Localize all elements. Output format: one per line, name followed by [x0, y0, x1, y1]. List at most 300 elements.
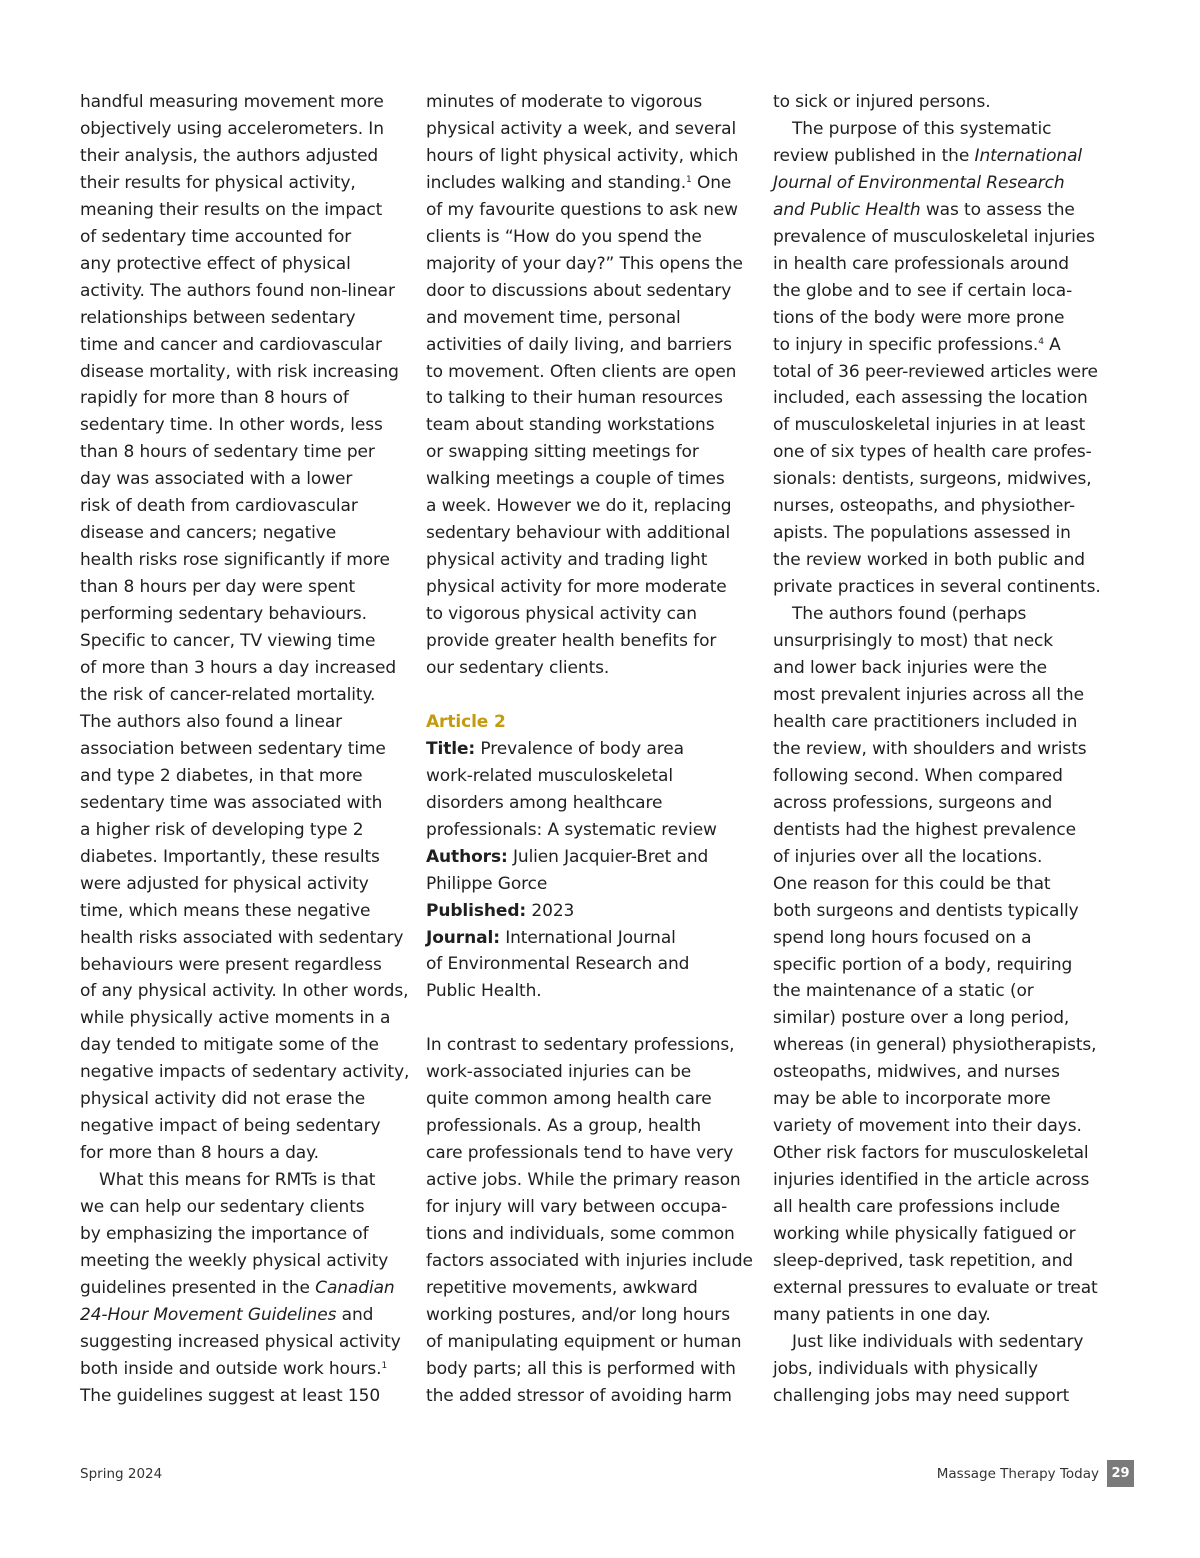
text-line: [426, 547, 756, 574]
text-line: [773, 439, 1103, 466]
text: apists. The populations assessed in: [773, 523, 1071, 544]
text-line: [426, 1086, 756, 1113]
text-line: [773, 628, 1103, 655]
text: total of 36 peer-reviewed articles were: [773, 361, 1098, 382]
text: activities of daily living, and barriers: [426, 334, 732, 355]
text: health risks rose significantly if more: [80, 550, 390, 571]
text: by emphasizing the importance of: [80, 1224, 369, 1245]
text: to injury in specific professions.: [773, 334, 1039, 355]
text-line: [80, 978, 410, 1005]
text: team about standing workstations: [426, 415, 715, 436]
reference-superscript: 1: [686, 174, 692, 185]
text-line: [80, 89, 410, 116]
text: osteopaths, midwives, and nurses: [773, 1062, 1060, 1083]
text-line: [773, 359, 1103, 386]
text: The authors also found a linear: [80, 711, 343, 732]
text-line: [426, 1302, 756, 1329]
text-line: [80, 251, 410, 278]
text-line: [773, 952, 1103, 979]
text: physical activity did not erase the: [80, 1089, 366, 1110]
text-line: [426, 1356, 756, 1383]
text: health care practitioners included in: [773, 711, 1078, 732]
text-line: [80, 1032, 410, 1059]
text: following second. When compared: [773, 765, 1063, 786]
text-line: [426, 197, 756, 224]
text: working postures, and/or long hours: [426, 1304, 730, 1325]
text-line: [80, 305, 410, 332]
text-line: [426, 1221, 756, 1248]
text-line: [773, 89, 1103, 116]
text: or swapping sitting meetings for: [426, 442, 699, 463]
text-line: [80, 736, 410, 763]
text-line: [80, 817, 410, 844]
text: included, each assessing the location: [773, 388, 1088, 409]
text-line: [773, 143, 1103, 170]
text: than 8 hours per day were spent: [80, 577, 356, 598]
text: of more than 3 hours a day increased: [80, 658, 397, 679]
field-label: Published:: [426, 900, 527, 921]
text-line: [426, 790, 756, 817]
text: diabetes. Importantly, these results: [80, 846, 380, 867]
text: tions and individuals, some common: [426, 1224, 735, 1244]
text-line: [426, 951, 756, 978]
text: negative impact of being sedentary: [80, 1116, 381, 1137]
text-line: [773, 871, 1103, 898]
text: review published in the: [773, 145, 975, 166]
text: to vigorous physical activity can: [426, 604, 697, 625]
text: whereas (in general) physiotherapists,: [773, 1035, 1097, 1056]
text: while physically active moments in a: [80, 1008, 391, 1029]
text: and: [336, 1304, 374, 1325]
text-line: [426, 601, 756, 628]
text-line: [80, 1383, 410, 1410]
italic-text: International: [974, 145, 1083, 166]
text: the review worked in both public and: [773, 550, 1085, 571]
text: most prevalent injuries across all the: [773, 684, 1084, 705]
text-line: [426, 224, 756, 251]
text: One: [691, 172, 732, 193]
text-line: [426, 439, 756, 466]
text-line: [80, 790, 410, 817]
text-line: [80, 332, 410, 359]
text: tions of the body were more prone: [773, 307, 1065, 328]
text-line: [773, 1302, 1103, 1329]
text-line: [426, 359, 756, 386]
text: their analysis, the authors adjusted: [80, 145, 379, 166]
italic-text: Canadian: [315, 1277, 395, 1298]
text-line: [773, 1032, 1103, 1059]
text-line: [80, 466, 410, 493]
text-line: [773, 116, 1103, 143]
text: the review, with shoulders and wrists: [773, 738, 1087, 759]
text: in health care professionals around: [773, 253, 1069, 274]
text: One reason for this could be that: [773, 873, 1051, 894]
text-line: [80, 952, 410, 979]
text: jobs, individuals with physically: [773, 1358, 1038, 1379]
text-line: [773, 844, 1103, 871]
text-line: [80, 1140, 410, 1167]
article-heading-text: Article 2: [426, 711, 506, 732]
text: meaning their results on the impact: [80, 199, 383, 220]
page-number: 29: [1107, 1460, 1134, 1487]
text-line: [80, 224, 410, 251]
text-line: [426, 844, 756, 871]
text-line: [773, 170, 1103, 197]
text-line: [426, 1248, 756, 1275]
text-line: [426, 1113, 756, 1140]
text: many patients in one day.: [773, 1304, 991, 1325]
text-line: [80, 385, 410, 412]
text: physical activity and trading light: [426, 550, 708, 571]
text-line: [773, 709, 1103, 736]
text-line: [426, 143, 756, 170]
text-line: [80, 197, 410, 224]
text-line: [426, 1383, 756, 1410]
text-line: [773, 1221, 1103, 1248]
text-line: [80, 1329, 410, 1356]
column-2: [426, 89, 756, 1410]
text: body parts; all this is performed with: [426, 1358, 736, 1379]
text: A: [1043, 334, 1061, 355]
text: 2023: [526, 900, 575, 921]
text-line: [773, 601, 1103, 628]
text: of any physical activity. In other words,: [80, 981, 409, 1002]
text: sedentary time was associated with: [80, 792, 383, 813]
text-line: [773, 278, 1103, 305]
text: provide greater health benefits for: [426, 631, 717, 652]
italic-text: Journal of Environmental Research: [773, 172, 1065, 193]
text-line: [426, 493, 756, 520]
text-line: [426, 736, 756, 763]
text: time and cancer and cardiovascular: [80, 334, 382, 355]
paragraph-spacer: [426, 1005, 756, 1032]
text-line: [80, 925, 410, 952]
text-line: [773, 1140, 1103, 1167]
text-line: [426, 385, 756, 412]
text: minutes of moderate to vigorous: [426, 92, 703, 112]
text: work-associated injuries can be: [426, 1062, 692, 1083]
text: may be able to incorporate more: [773, 1089, 1051, 1110]
text-line: [773, 493, 1103, 520]
text: private practices in several continents.: [773, 577, 1101, 598]
text: of Environmental Research and: [426, 954, 690, 975]
text: were adjusted for physical activity: [80, 873, 369, 894]
text: of sedentary time accounted for: [80, 226, 352, 247]
text-line: [80, 898, 410, 925]
text: sionals: dentists, surgeons, midwives,: [773, 469, 1092, 490]
text-line: [80, 601, 410, 628]
text-line: [426, 628, 756, 655]
text-line: [80, 1059, 410, 1086]
text-line: [773, 898, 1103, 925]
text: What this means for RMTs is that: [99, 1170, 376, 1191]
text: specific portion of a body, requiring: [773, 954, 1073, 975]
text-line: [426, 817, 756, 844]
text: activity. The authors found non-linear: [80, 280, 395, 301]
text-line: [80, 709, 410, 736]
text: working while physically fatigued or: [773, 1224, 1076, 1245]
text: active jobs. While the primary reason: [426, 1170, 741, 1191]
text: International Journal: [499, 927, 676, 948]
text-line: [426, 898, 756, 925]
text-line: [80, 763, 410, 790]
text: performing sedentary behaviours.: [80, 604, 367, 625]
text-line: [773, 736, 1103, 763]
text-line: [773, 412, 1103, 439]
text-line: [80, 547, 410, 574]
text: unsurprisingly to most) that neck: [773, 631, 1054, 652]
text-line: [426, 251, 756, 278]
text-line: [773, 1329, 1103, 1356]
text-line: [80, 412, 410, 439]
text-line: [773, 655, 1103, 682]
text: sedentary time. In other words, less: [80, 415, 383, 436]
text-line: [773, 817, 1103, 844]
text-line: [773, 978, 1103, 1005]
text: and movement time, personal: [426, 307, 681, 328]
text: our sedentary clients.: [426, 658, 610, 679]
text-line: [426, 116, 756, 143]
text-line: [426, 1275, 756, 1302]
text-line: [773, 224, 1103, 251]
text-line: [426, 871, 756, 898]
text: sedentary behaviour with additional: [426, 523, 731, 544]
text: Other risk factors for musculoskeletal: [773, 1143, 1089, 1164]
text: to movement. Often clients are open: [426, 361, 737, 382]
footer-issue: Spring 2024: [80, 1466, 163, 1482]
text: spend long hours focused on a: [773, 927, 1032, 948]
text: and lower back injuries were the: [773, 658, 1048, 679]
text: door to discussions about sedentary: [426, 280, 732, 301]
text-line: [773, 1356, 1103, 1383]
text-line: [80, 844, 410, 871]
text-line: [426, 278, 756, 305]
text: all health care professions include: [773, 1197, 1060, 1218]
text: day was associated with a lower: [80, 469, 353, 490]
text: one of six types of health care profes-: [773, 442, 1092, 463]
text: rapidly for more than 8 hours of: [80, 388, 349, 409]
field-label: Journal:: [426, 927, 500, 948]
text: The authors found (perhaps: [792, 604, 1027, 625]
column-3: [773, 89, 1103, 1410]
text: the added stressor of avoiding harm: [426, 1385, 732, 1406]
text: Prevalence of body area: [475, 738, 684, 759]
text: both surgeons and dentists typically: [773, 900, 1079, 921]
text: disease and cancers; negative: [80, 523, 337, 544]
text: includes walking and standing.: [426, 172, 687, 193]
text-line: [773, 251, 1103, 278]
text: variety of movement into their days.: [773, 1116, 1082, 1137]
text-line: [426, 1194, 756, 1221]
text-line: [426, 466, 756, 493]
text: Philippe Gorce: [426, 873, 548, 894]
text: sleep-deprived, task repetition, and: [773, 1250, 1073, 1271]
paragraph-spacer: [426, 682, 756, 709]
text-line: [773, 466, 1103, 493]
text-line: [426, 925, 756, 952]
text-line: [773, 1275, 1103, 1302]
text-line: [773, 385, 1103, 412]
text: Public Health.: [426, 981, 542, 1002]
text: care professionals tend to have very: [426, 1143, 734, 1164]
text: for injury will vary between occupa-: [426, 1197, 728, 1218]
text-line: [426, 763, 756, 790]
text: relationships between sedentary: [80, 307, 356, 328]
text: negative impacts of sedentary activity,: [80, 1062, 410, 1083]
text-line: [80, 1086, 410, 1113]
text: to sick or injured persons.: [773, 92, 991, 112]
text: their results for physical activity,: [80, 172, 356, 193]
text-line: [426, 978, 756, 1005]
text-line: [80, 143, 410, 170]
text: disease mortality, with risk increasing: [80, 361, 399, 382]
text-line: [773, 1005, 1103, 1032]
text: disorders among healthcare: [426, 792, 663, 813]
text: repetitive movements, awkward: [426, 1277, 698, 1298]
field-label: Authors:: [426, 846, 508, 867]
text: In contrast to sedentary professions,: [426, 1035, 735, 1056]
text: across professions, surgeons and: [773, 792, 1053, 813]
text-line: [80, 574, 410, 601]
text-line: [773, 574, 1103, 601]
text: handful measuring movement more: [80, 92, 384, 112]
text: factors associated with injuries include: [426, 1250, 753, 1271]
text-line: [80, 1356, 410, 1383]
text-line: [426, 170, 756, 197]
text: majority of your day?” This opens the: [426, 253, 743, 274]
text: for more than 8 hours a day.: [80, 1143, 319, 1164]
text: any protective effect of physical: [80, 253, 351, 274]
text: of manipulating equipment or human: [426, 1331, 742, 1352]
text-line: [426, 1329, 756, 1356]
text: dentists had the highest prevalence: [773, 819, 1076, 840]
text-line: [80, 655, 410, 682]
text-line: [426, 574, 756, 601]
text-line: [773, 547, 1103, 574]
italic-text: and Public Health: [773, 199, 921, 220]
text: the globe and to see if certain loca-: [773, 280, 1073, 301]
text-line: [80, 1194, 410, 1221]
text-line: [426, 332, 756, 359]
text: hours of light physical activity, which: [426, 145, 739, 166]
text-line: [773, 790, 1103, 817]
footer-magazine-title: Massage Therapy Today: [936, 1466, 1099, 1482]
text-line: [80, 278, 410, 305]
text-line: [80, 520, 410, 547]
field-label: Title:: [426, 738, 476, 759]
text: than 8 hours of sedentary time per: [80, 442, 375, 463]
text-line: [773, 1086, 1103, 1113]
text-line: [80, 493, 410, 520]
text-line: [773, 1167, 1103, 1194]
text-line: [773, 1113, 1103, 1140]
text: of my favourite questions to ask new: [426, 199, 738, 220]
text-line: [80, 871, 410, 898]
text-line: [426, 520, 756, 547]
text: similar) posture over a long period,: [773, 1008, 1070, 1029]
text: challenging jobs may need support: [773, 1385, 1070, 1406]
text: walking meetings a couple of times: [426, 469, 725, 490]
italic-text: 24-Hour Movement Guidelines: [80, 1304, 337, 1325]
text-line: [773, 925, 1103, 952]
text-line: [80, 1113, 410, 1140]
text-line: [80, 1005, 410, 1032]
text: was to assess the: [920, 199, 1075, 220]
text: Specific to cancer, TV viewing time: [80, 631, 376, 652]
text: we can help our sedentary clients: [80, 1197, 365, 1218]
text: external pressures to evaluate or treat: [773, 1277, 1098, 1298]
text-line: [80, 628, 410, 655]
text: quite common among health care: [426, 1089, 712, 1110]
text: health risks associated with sedentary: [80, 927, 404, 948]
text-line: [80, 439, 410, 466]
text: physical activity for more moderate: [426, 577, 727, 598]
text: professionals. As a group, health: [426, 1116, 702, 1137]
text: Just like individuals with sedentary: [792, 1331, 1084, 1352]
text: prevalence of musculoskeletal injuries: [773, 226, 1095, 247]
reference-superscript: 4: [1038, 336, 1044, 347]
article-heading: [426, 709, 756, 736]
text-line: [80, 1221, 410, 1248]
text: both inside and outside work hours.: [80, 1358, 382, 1379]
text: day tended to mitigate some of the: [80, 1035, 379, 1056]
text: physical activity a week, and several: [426, 118, 737, 139]
text-line: [773, 197, 1103, 224]
text-line: [773, 1248, 1103, 1275]
text: time, which means these negative: [80, 900, 371, 921]
text: to talking to their human resources: [426, 388, 723, 409]
text-line: [773, 1194, 1103, 1221]
text-line: [426, 1140, 756, 1167]
column-1: [80, 89, 410, 1410]
text-line: [80, 170, 410, 197]
text: clients is “How do you spend the: [426, 226, 702, 247]
text-line: [80, 682, 410, 709]
text: The purpose of this systematic: [792, 118, 1052, 139]
text: and type 2 diabetes, in that more: [80, 765, 363, 786]
text-line: [426, 89, 756, 116]
text: behaviours were present regardless: [80, 954, 382, 975]
text-line: [773, 1383, 1103, 1410]
text-line: [80, 359, 410, 386]
text: risk of death from cardiovascular: [80, 496, 358, 517]
text-line: [773, 332, 1103, 359]
text-line: [80, 116, 410, 143]
text-line: [773, 1059, 1103, 1086]
text: work-related musculoskeletal: [426, 765, 673, 786]
text: association between sedentary time: [80, 738, 386, 759]
text-line: [426, 412, 756, 439]
text-line: [426, 655, 756, 682]
text: guidelines presented in the: [80, 1277, 316, 1298]
text: Julien Jacquier-Bret and: [507, 846, 709, 867]
text: meeting the weekly physical activity: [80, 1250, 389, 1271]
text-line: [80, 1167, 410, 1194]
text: professionals: A systematic review: [426, 819, 717, 840]
text: nurses, osteopaths, and physiother-: [773, 496, 1076, 517]
text-line: [80, 1275, 410, 1302]
text-line: [80, 1248, 410, 1275]
reference-superscript: 1: [381, 1360, 388, 1371]
text-line: [426, 305, 756, 332]
text: of musculoskeletal injuries in at least: [773, 415, 1086, 436]
text-line: [426, 1167, 756, 1194]
text: The guidelines suggest at least 150: [80, 1385, 381, 1406]
text: the risk of cancer-related mortality.: [80, 684, 376, 705]
text: the maintenance of a static (or: [773, 981, 1034, 1002]
text-line: [80, 1302, 410, 1329]
text-line: [773, 305, 1103, 332]
